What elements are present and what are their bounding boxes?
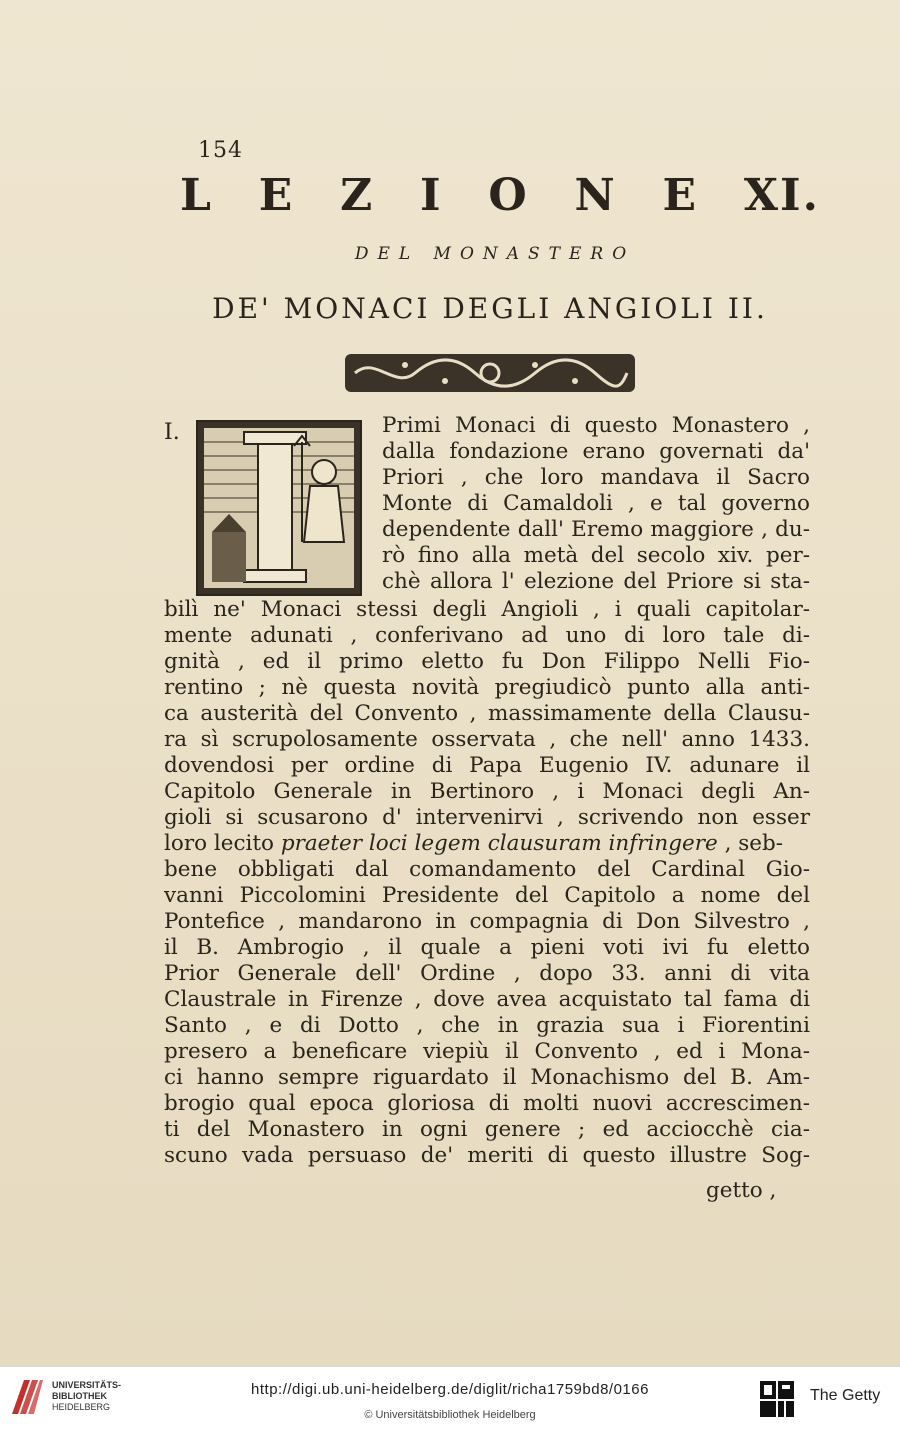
text-line: ci hanno sempre riguardato il Monachismo del B. Am- — [164, 1065, 810, 1090]
text-line: Pontefice , mandarono in compagnia di Don Silvestro , — [164, 909, 810, 934]
text-fragment: loro lecito — [164, 831, 274, 856]
chapter-letter: O — [488, 170, 529, 221]
chapter-letter: Z — [340, 170, 375, 221]
chapter-heading: DE' MONACI DEGLI ANGIOLI II. — [212, 292, 768, 325]
decorative-headpiece — [345, 350, 635, 396]
text-line: dependente dall' Eremo maggiore , du- — [382, 517, 810, 542]
chapter-letter: L — [180, 170, 213, 221]
getty-logo-icon[interactable] — [758, 1379, 796, 1419]
library-name-line: HEIDELBERG — [52, 1402, 111, 1412]
text-line: vanni Piccolomini Presidente del Capitolo a nome del — [164, 883, 810, 908]
decorated-initial-i — [196, 420, 362, 596]
permalink-url[interactable]: http://digi.ub.uni-heidelberg.de/diglit/richa1759bd8/0166 — [251, 1381, 649, 1398]
library-name-line: UNIVERSITÄTS- — [52, 1380, 122, 1390]
copyright-notice: © Universitätsbibliothek Heidelberg — [364, 1409, 536, 1421]
chapter-letter: XI. — [743, 170, 820, 221]
text-fragment: , seb- — [724, 831, 784, 856]
page-number: 154 — [198, 138, 243, 163]
text-line: bene obbligati dal comandamento del Cardinal Gio- — [164, 857, 810, 882]
chapter-subtitle: DEL MONASTERO — [354, 244, 636, 264]
chapter-title — [180, 170, 820, 221]
text-line: gioli si scusarono d' intervenirvi , scrivendo non esser — [164, 805, 810, 830]
latin-quotation: praeter loci legem clausuram infringere — [280, 831, 718, 856]
chapter-letter: E — [662, 170, 699, 221]
text-line: Monte di Camaldoli , e tal governo — [382, 491, 810, 516]
text-line: gnità , ed il primo eletto fu Don Filippo Nelli Fio- — [164, 649, 810, 674]
section-number: I. — [164, 420, 180, 445]
text-line: il B. Ambrogio , il quale a pieni voti ivi fu eletto — [164, 935, 810, 960]
text-line: Prior Generale dell' Ordine , dopo 33. anni di vita — [164, 961, 810, 986]
text-line: Santo , e di Dotto , che in grazia sua i Fiorentini — [164, 1013, 810, 1038]
catchword: getto , — [706, 1178, 777, 1203]
viewer-footer — [0, 1366, 900, 1432]
chapter-letter: E — [258, 170, 295, 221]
text-line: scuno vada persuaso de' meriti di questo illustre Sog- — [164, 1143, 810, 1168]
text-line: bilì ne' Monaci stessi degli Angioli , i quali capitolar- — [164, 597, 810, 622]
chapter-letter: I — [420, 170, 443, 221]
text-line: rò fino alla metà del secolo xiv. per- — [382, 543, 810, 568]
text-line: chè allora l' elezione del Priore si sta- — [382, 569, 810, 594]
chapter-letter: N — [574, 170, 617, 221]
text-line: dalla fondazione erano governati da' — [382, 439, 810, 464]
text-line: rentino ; nè questa novità pregiudicò punto alla anti- — [164, 675, 810, 700]
text-line-with-latin — [164, 831, 810, 857]
text-line: presero a beneficare viepiù il Convento , ed i Mona- — [164, 1039, 810, 1064]
library-name-line: BIBLIOTHEK — [52, 1391, 107, 1401]
text-line: dovendosi per ordine di Papa Eugenio IV. adunare il — [164, 753, 810, 778]
text-line: Priori , che loro mandava il Sacro — [382, 465, 810, 490]
text-line: ca austerità del Convento , massimamente della Clausu- — [164, 701, 810, 726]
text-line: Claustrale in Firenze , dove avea acquistato tal fama di — [164, 987, 810, 1012]
text-line: mente adunati , conferivano ad uno di loro tale di- — [164, 623, 810, 648]
text-line: ti del Monastero in ogni genere ; ed acciocchè cia- — [164, 1117, 810, 1142]
text-line: brogio qual epoca gloriosa di molti nuovi accrescimen- — [164, 1091, 810, 1116]
text-line: Primi Monaci di questo Monastero , — [382, 413, 810, 438]
text-line: ra sì scrupolosamente osservata , che nell' anno 1433. — [164, 727, 810, 752]
text-line: Capitolo Generale in Bertinoro , i Monaci degli An- — [164, 779, 810, 804]
partner-name: The Getty — [810, 1387, 881, 1404]
